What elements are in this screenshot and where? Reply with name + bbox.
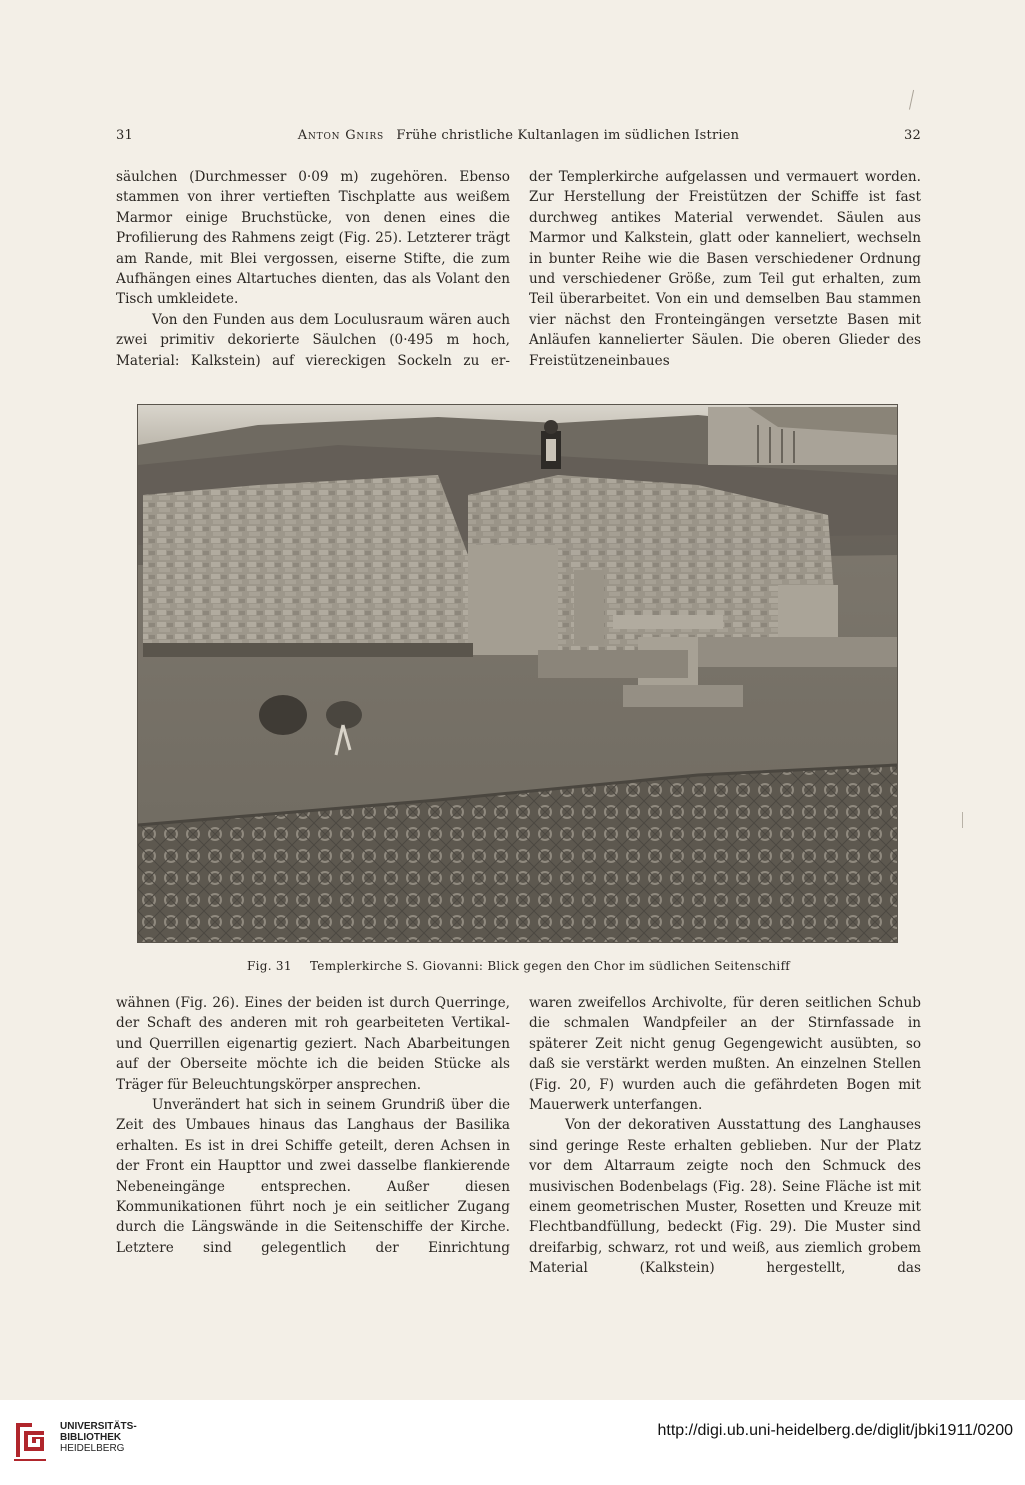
page-number-left: 31 <box>116 128 133 143</box>
running-header <box>116 128 921 148</box>
header-title-line <box>116 128 921 143</box>
library-name <box>60 1421 137 1454</box>
figure-caption <box>116 959 921 973</box>
paragraph: Von den Funden aus dem Loculusraum wären auch zwei primitiv dekorierte Säulchen (0·495 m hoch, Material: Kalkstein) auf viereckigen Sockeln zu er- <box>116 311 510 369</box>
paragraph: Von der dekorativen Ausstattung des Langhauses sind geringe Reste erhalten geblieben. Nur der Platz vor dem Altarraum zeigte noch den Schmuck des musivischen Bodenbelags (Fig. 28). Seine Fläche ist mit einem geometrischen Muster, Rosetten und Kreuze mit Flechtbandfüllung, bedeckt (Fig. 29). Die Muster sind dreifarbig, schwarz, rot und weiß, aus ziemlich grobem Material (Kalkstein) hergestellt, das <box>529 1117 921 1277</box>
paragraph: waren zweifellos Archivolte, für deren seitlichen Schub die schmalen Wandpfeiler an der Stirnfassade in späterer Zeit nicht genug Gegengewicht ausübten, so daß sie verstärkt werden mußten. An einzelnen Stellen (Fig. 20, F) wurden auch die gefährdeten Bogen mit Mauerwerk unterfangen. <box>529 995 921 1114</box>
library-name-line: BIBLIOTHEK <box>60 1432 122 1443</box>
library-city: HEIDELBERG <box>60 1443 125 1454</box>
library-name-line: UNIVERSITÄTS- <box>60 1421 137 1432</box>
digitization-footer <box>0 1400 1025 1485</box>
page-blemish <box>962 812 966 828</box>
header-title: Frühe christliche Kultanlagen im südlichen Istrien <box>396 128 740 143</box>
excavation-photo-illustration <box>138 405 897 942</box>
text-column-bottom-right <box>529 993 921 1279</box>
header-author: Anton Gnirs <box>297 128 384 143</box>
text-column-bottom-left <box>116 993 510 1258</box>
paragraph: wähnen (Fig. 26). Eines der beiden ist durch Querringe, der Schaft des anderen mit roh gearbeiteten Vertikal- und Querrillen eigenartig geziert. Nach Abarbeitungen auf der Oberseite möchte ich die beiden Stücke als Träger für Beleuchtungskörper ansprechen. <box>116 995 510 1093</box>
paragraph: Unverändert hat sich in seinem Grundriß über die Zeit des Umbaues hinaus das Langhaus der Basilika erhalten. Es ist in drei Schiffe geteilt, deren Achsen in der Front ein Haupttor und zwei dasselbe flankierende Nebeneingänge entsprechen. Außer diesen Kommunikationen führt noch je ein seitlicher Zugang durch die Längswände in die Seitenschiffe der Kirche. Letztere sind gelegentlich der Einrichtung <box>116 1097 510 1256</box>
figure-caption-text: Templerkirche S. Giovanni: Blick gegen den Chor im südlichen Seitenschiff <box>309 959 791 973</box>
text-column-top-left <box>116 167 510 371</box>
source-url-link[interactable]: http://digi.ub.uni-heidelberg.de/diglit/jbki1911/0200 <box>657 1422 1013 1439</box>
figure-number: Fig. 31 <box>246 959 292 973</box>
figure-photo <box>137 404 898 943</box>
page-number-right: 32 <box>904 128 921 143</box>
paragraph: säulchen (Durchmesser 0·09 m) zugehören. Ebenso stammen von ihrer vertieften Tischplatte aus weißem Marmor einige Bruchstücke, von denen eines die Profilierung des Rahmens zeigt (Fig. 25). Letzterer trägt am Rande, mit Blei vergossen, eiserne Stifte, die zum Aufhängen eines Altartuches dienten, das als Volant den Tisch umkleidete. <box>116 169 510 308</box>
text-column-top-right <box>529 167 921 371</box>
library-logo-icon <box>10 1417 50 1463</box>
paragraph: der Templerkirche aufgelassen und vermauert worden. Zur Herstellung der Freistützen der Schiffe ist fast durchweg antikes Material verwendet. Säulen aus Marmor und Kalkstein, glatt oder kanneliert, wechseln in bunter Reihe wie die Basen verschiedener Ordnung und verschiedener Größe, zum Teil gut erhalten, zum Teil überarbeitet. Von ein und demselben Bau stammen vier nächst den Fronteingängen versetzte Basen mit Anläufen kannelierter Säulen. Die oberen Glieder des Freistützeneinbaues <box>529 169 921 369</box>
margin-mark <box>909 90 916 110</box>
